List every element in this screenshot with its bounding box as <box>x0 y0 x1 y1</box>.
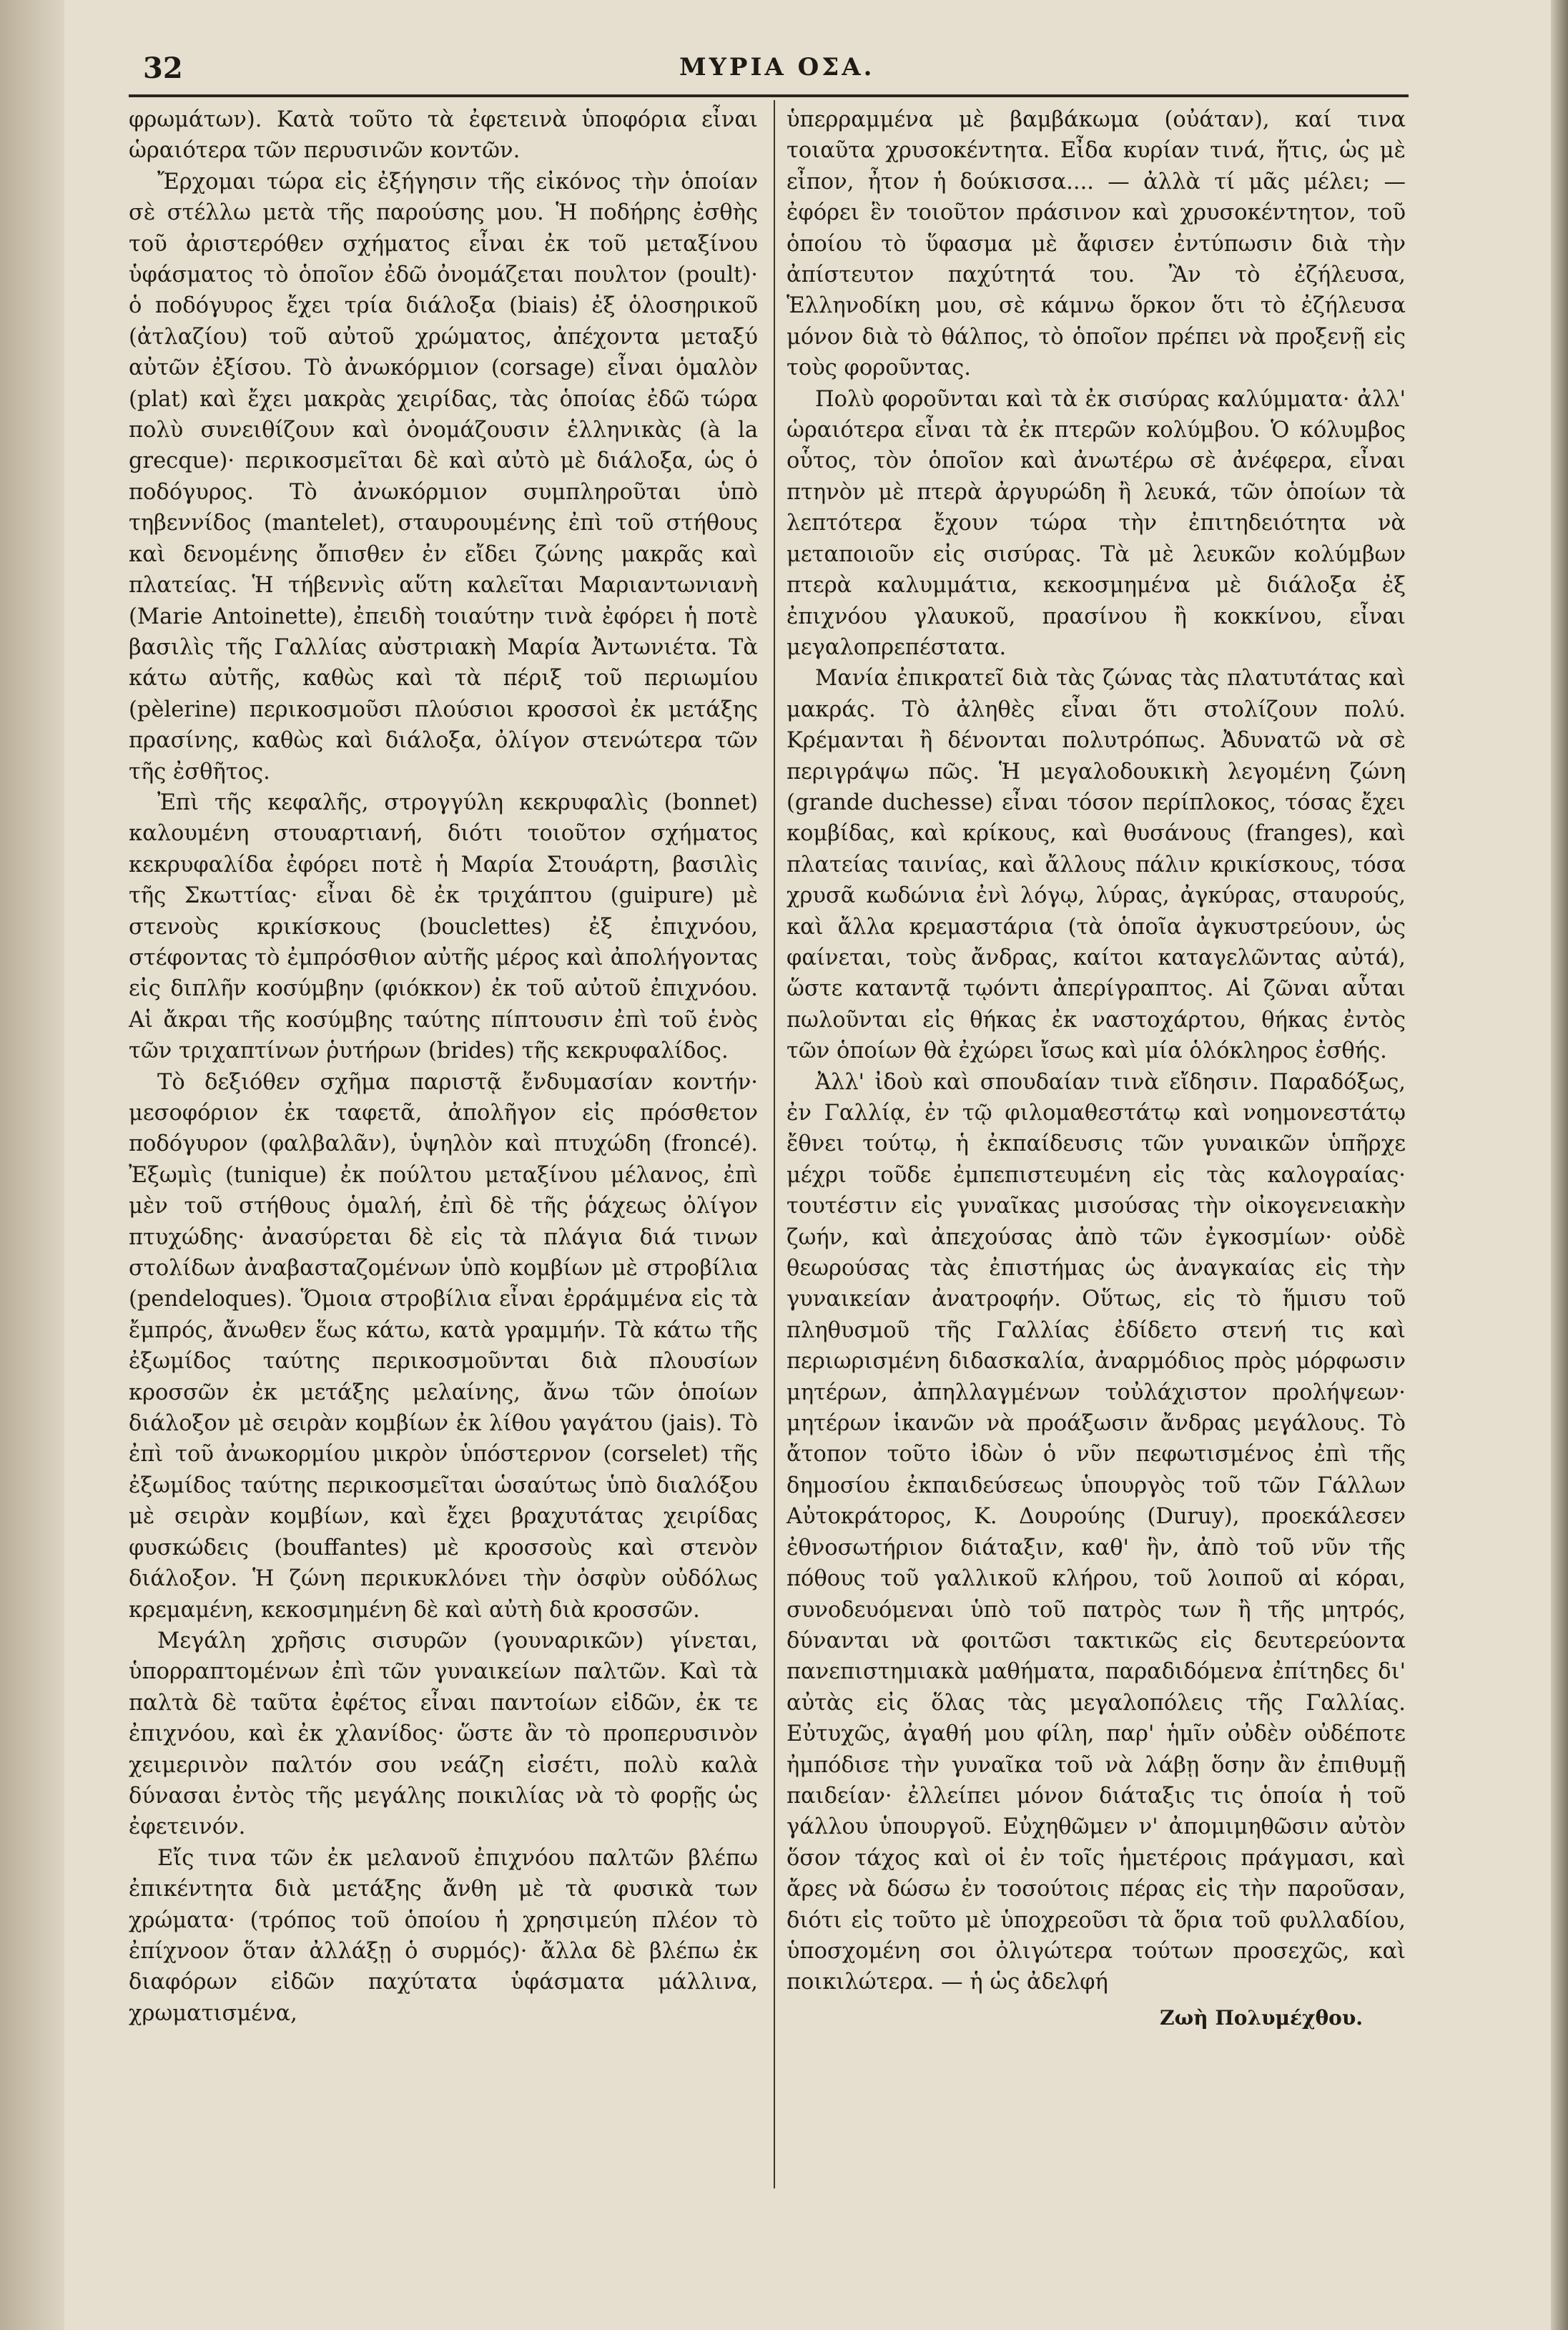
left-column <box>129 104 758 2029</box>
paragraph: Ἐπὶ τῆς κεφαλῆς, στρογγύλη κεκρυφαλὶς (bonnet) καλουμένη στουαρτιανή, διότι τοιοῦτον σχήματος κεκρυφαλίδα ἐφόρει ποτὲ ἡ Μαρία Στουάρτη, βασιλὶς τῆς Σκωττίας· εἶναι δὲ ἐκ τριχάπτου (guipure) μὲ στενοὺς κρικίσκους (bouclettes) ἐξ ἐπιχνόου, στέφοντας τὸ ἐμπρόσθιον αὐτῆς μέρος καὶ ἀπολήγοντας εἰς διπλῆν κοσύμβην (φιόκκον) ἐκ τοῦ αὐτοῦ ἐπιχνόου. Αἱ ἄκραι τῆς κοσύμβης ταύτης πίπτουσιν ἐπὶ τοῦ ἑνὸς τῶν τριχαπτίνων ῥυτήρων (brides) τῆς κεκρυφαλίδος. <box>129 790 758 1064</box>
paragraph: Πολὺ φοροῦνται καὶ τὰ ἐκ σισύρας καλύμματα· ἀλλ' ὡραιότερα εἶναι τὰ ἐκ πτερῶν κολύμβου. Ὁ κόλυμβος οὗτος, τὸν ὁποῖον καὶ ἀνωτέρω σὲ ἀνέφερα, εἶναι πτηνὸν μὲ πτερὰ ἀργυρώδη ἢ λευκά, τῶν ὁποίων τὰ λεπτότερα ἔχουν τώρα τὴν ἐπιτηδειότητα νὰ μεταποιοῦν εἰς σισύρας. Τὰ μὲ λευκῶν κολύμβων πτερὰ καλυμμάτια, κεκοσμημένα μὲ διάλοξα ἐξ ἐπιχνόου γλαυκοῦ, πρασίνου ἢ κοκκίνου, εἶναι μεγαλοπρεπέστατα. <box>787 386 1406 660</box>
running-title: ΜΥΡΙΑ ΟΣΑ. <box>679 53 875 82</box>
page-number: 32 <box>143 51 183 85</box>
paragraph: Μανία ἐπικρατεῖ διὰ τὰς ζώνας τὰς πλατυτάτας καὶ μακράς. Τὸ ἀληθὲς εἶναι ὅτι στολίζουν πολύ. Κρέμανται ἢ δένονται πολυτρόπως. Ἀδυνατῶ νὰ σὲ περιγράψω πῶς. Ἡ μεγαλοδουκικὴ λεγομένη ζώνη (grande duchesse) εἶναι τόσον περίπλοκος, τόσας ἔχει κομβίδας, καὶ κρίκους, καὶ θυσάνους (franges), καὶ πλατείας ταινίας, καὶ ἄλλους πάλιν κρικίσκους, τόσα χρυσᾶ κωδώνια ἐνὶ λόγῳ, λύρας, ἀγκύρας, σταυρούς, καὶ ἄλλα κρεμαστάρια (τὰ ὁποῖα ἀγκυστρεύουν, ὡς φαίνεται, τοὺς ἄνδρας, καίτοι καταγελῶντας αὐτά), ὥστε καταντᾷ τῳόντι ἀπερίγραπτος. Αἱ ζῶναι αὗται πωλοῦνται εἰς θήκας ἐκ ναστοχάρτου, θήκας ἐντὸς τῶν ὁποίων θὰ ἐχώρει ἴσως καὶ μία ὁλόκληρος ἐσθής. <box>787 666 1406 1064</box>
paragraph: ὑπερραμμένα μὲ βαμβάκωμα (οὐάταν), καί τινα τοιαῦτα χρυσοκέντητα. Εἶδα κυρίαν τινά, ἥτις, ὡς μὲ εἶπον, ἦτον ἡ δούκισσα.... — ἀλλὰ τί μᾶς μέλει; — ἐφόρει ἓν τοιοῦτον πράσινον καὶ χρυσοκέντητον, τοῦ ὁποίου τὸ ὕφασμα μὲ ἄφισεν ἐντύπωσιν διὰ τὴν ἀπίστευτον παχύτητά του. Ἂν τὸ ἐζήλευσα, Ἑλληνοδίκη μου, σὲ κάμνω ὅρκον ὅτι τὸ ἐζήλευσα μόνον διὰ τὸ θάλπος, τὸ ὁποῖον πρέπει νὰ προξενῇ εἰς τοὺς φοροῦντας. <box>787 107 1406 381</box>
paragraph: Τὸ δεξιόθεν σχῆμα παριστᾷ ἔνδυμασίαν κοντήν· μεσοφόριον ἐκ ταφετᾶ, ἀπολῆγον εἰς πρόσθετον ποδόγυρον (φαλβαλᾶν), ὑψηλὸν καὶ πτυχώδη (froncé). Ἐξωμὶς (tunique) ἐκ πούλτου μεταξίνου μέλανος, ἐπὶ μὲν τοῦ στήθους ὁμαλή, ἐπὶ δὲ τῆς ῥάχεως ὀλίγον πτυχώδης· ἀνασύρεται δὲ εἰς τὰ πλάγια διά τινων στολίδων ἀναβασταζομένων ὑπὸ κομβίων μὲ στροβίλια (pendeloques). Ὅμοια στροβίλια εἶναι ἐρράμμένα εἰς τὰ ἔμπρός, ἄνωθεν ἕως κάτω, κατὰ γραμμήν. Τὰ κάτω τῆς ἐξωμίδος ταύτης περικοσμοῦνται διὰ πλουσίων κροσσῶν ἐκ μετάξης μελαίνης, ἄνω τῶν ὁποίων διάλοξον μὲ σειρὰν κομβίων ἐκ λίθου γαγάτου (jais). Τὸ ἐπὶ τοῦ ἀνωκορμίου μικρὸν ὑπόστερνον (corselet) τῆς ἐξωμίδος ταύτης περικοσμεῖται ὡσαύτως ὑπὸ διαλόξου μὲ σειρὰν κομβίων, καὶ ἔχει βραχυτάτας χειρίδας φυσκώδεις (bouffantes) μὲ κροσσοὺς καὶ στενὸν διάλοξον. Ἡ ζώνη περικυκλόνει τὴν ὀσφὺν οὐδόλως κρεμαμένη, κεκοσμημένη δὲ καὶ αὐτὴ διὰ κροσσῶν. <box>129 1069 758 1623</box>
page-header <box>129 51 1416 94</box>
right-column <box>787 104 1406 2033</box>
column-divider <box>774 100 775 2188</box>
paragraph: Ἀλλ' ἰδοὺ καὶ σπουδαίαν τινὰ εἴδησιν. Παραδόξως, ἐν Γαλλίᾳ, ἐν τῷ φιλομαθεστάτῳ καὶ νοημονεστάτῳ ἔθνει τούτῳ, ἡ ἐκπαίδευσις τῶν γυναικῶν ὑπῆρχε μέχρι τοῦδε ἐμπεπιστευμένη εἰς τὰς καλογραίας· τουτέστιν εἰς γυναῖκας μισούσας τὴν οἰκογενειακὴν ζωήν, καὶ ἀπεχούσας ἀπὸ τῶν ἐγκοσμίων· οὐδὲ θεωρούσας τὰς ἐπιστήμας ὡς ἀναγκαίας εἰς τὴν γυναικείαν ἀνατροφήν. Οὕτως, εἰς τὸ ἥμισυ τοῦ πληθυσμοῦ τῆς Γαλλίας ἐδίδετο στενή τις καὶ περιωρισμένη διδασκαλία, ἀναρμόδιος πρὸς μόρφωσιν μητέρων, ἀπηλλαγμένων τοὐλάχιστον προλήψεων· μητέρων ἱκανῶν νὰ προάξωσιν ἄνδρας μεγάλους. Τὸ ἄτοπον τοῦτο ἰδὼν ὁ νῦν πεφωτισμένος ἐπὶ τῆς δημοσίου ἐκπαιδεύσεως ὑπουργὸς τοῦ τῶν Γάλλων Αὐτοκράτορος, Κ. Δουρούης (Duruy), προεκάλεσεν ἐθνοσωτήριον διάταξιν, καθ' ἣν, ἀπὸ τοῦ νῦν τῆς πόθους τοῦ γαλλικοῦ κλήρου, τοῦ λοιποῦ αἱ κόραι, συνοδευόμεναι ὑπὸ τοῦ πατρὸς των ἢ τῆς μητρός, δύνανται νὰ φοιτῶσι τακτικῶς εἰς δευτερεύοντα πανεπιστημιακὰ μαθήματα, παραδιδόμενα ἐπίτηδες δι' αὐτὰς εἰς ὅλας τὰς μεγαλοπόλεις τῆς Γαλλίας. Εὐτυχῶς, ἀγαθή μου φίλη, παρ' ἡμῖν οὐδὲν οὐδέποτε ἠμπόδισε τὴν γυναῖκα τοῦ νὰ λάβῃ ὅσην ἂν ἐπιθυμῇ παιδείαν· ἐλλείπει μόνον διάταξις τις ὁποία ἡ τοῦ γάλλου ὑπουργοῦ. Εὐχηθῶμεν ν' ἀπομιμηθῶσιν αὐτὸν ὅσον τάχος καὶ οἱ ἐν τοῖς ἡμετέροις πράγμασι, καὶ ἄρες νὰ δώσω ἐν τοσούτοις πέρας εἰς τὴν παροῦσαν, διότι εἰς τοῦτο μὲ ὑποχρεοῦσι τὰ ὅρια τοῦ φυλλαδίου, ὑποσχομένη σοι ὀλιγώτερα τούτων προσεχῶς, καὶ ποικιλώτερα. — ἡ ὡς ἀδελφή <box>787 1069 1406 1995</box>
paragraph: φρωμάτων). Κατὰ τοῦτο τὰ ἐφετεινὰ ὑποφόρια εἶναι ὡραιότερα τῶν περυσινῶν κοντῶν. <box>129 107 758 164</box>
signature: Ζωὴ Πολυμέχθου. <box>1160 2005 1363 2030</box>
paragraph: Μεγάλη χρῆσις σισυρῶν (γουναρικῶν) γίνεται, ὑπορραπτομένων ἐπὶ τῶν γυναικείων παλτῶν. Καὶ τὰ παλτὰ δὲ ταῦτα ἐφέτος εἶναι παντοίων εἰδῶν, ἐκ τε ἐπιχνόου, καὶ ἐκ χλανίδος· ὥστε ἂν τὸ προπερυσινὸν χειμερινὸν παλτόν σου νεάζη εἰσέτι, πολὺ καλὰ δύνασαι ἐντὸς τῆς μεγάλης ποικιλίας νὰ τὸ φορῇς ὡς ἐφετεινόν. <box>129 1628 758 1840</box>
paragraph: Ἔρχομαι τώρα εἰς ἐξήγησιν τῆς εἰκόνος τὴν ὁποίαν σὲ στέλλω μετὰ τῆς παρούσης μου. Ἡ ποδήρης ἐσθὴς τοῦ ἀριστερόθεν σχήματος εἶναι ἐκ τοῦ μεταξίνου ὑφάσματος τὸ ὁποῖον ἐδῶ ὀνομάζεται πουλτον (poult)· ὁ ποδόγυρος ἔχει τρία διάλοξα (biais) ἐξ ὁλοσηρικοῦ (ἀτλαζίου) τοῦ αὐτοῦ χρώματος, ἀπέχοντα μεταξύ αὐτῶν ἐξίσου. Τὸ ἀνωκόρμιον (corsage) εἶναι ὁμαλὸν (plat) καὶ ἔχει μακρὰς χειρίδας, τὰς ὁποίας ἐδῶ τώρα πολὺ συνειθίζουν καὶ ὀνομάζουσιν ἑλληνικὰς (à la grecque)· περικοσμεῖται δὲ καὶ αὐτὸ μὲ διάλοξα, ὡς ὁ ποδόγυρος. Τὸ ἀνωκόρμιον συμπληροῦται ὑπὸ τηβεννίδος (mantelet), σταυρουμένης ἐπὶ τοῦ στήθους καὶ δενομένης ὄπισθεν ἐν εἴδει ζώνης μακρᾶς καὶ πλατείας. Ἡ τήβεννὶς αὕτη καλεῖται Μαριαντωνιανὴ (Marie Antoinette), ἐπειδὴ τοιαύτην τινὰ ἐφόρει ἡ ποτὲ βασιλὶς τῆς Γαλλίας αὐστριακὴ Μαρία Ἀντωνιέτα. Τὰ κάτω αὐτῆς, καθὼς καὶ τὰ πέριξ τοῦ περιωμίου (pèlerine) περικοσμοῦσι πλούσιοι κροσσοὶ ἐκ μετάξης πρασίνης, καθὼς καὶ διάλοξα, ὀλίγον στενώτερα τῶν τῆς ἐσθῆτος. <box>129 169 758 785</box>
header-rule <box>129 94 1409 97</box>
paragraph: Εἴς τινα τῶν ἐκ μελανοῦ ἐπιχνόου παλτῶν βλέπω ἐπικέντητα διὰ μετάξης ἄνθη μὲ τὰ φυσικὰ των χρώματα· (τρόπος τοῦ ὁποίου ἡ χρησιμεύη πλέον τὸ ἐπίχνοον ὅταν ἀλλάξῃ ὁ συρμός)· ἄλλα δὲ βλέπω ἐκ διαφόρων εἰδῶν παχύτατα ὑφάσματα μάλλινα, χρωματισμένα, <box>129 1845 758 2026</box>
page-edge <box>1551 0 1568 2330</box>
binding-gutter <box>0 0 64 2330</box>
